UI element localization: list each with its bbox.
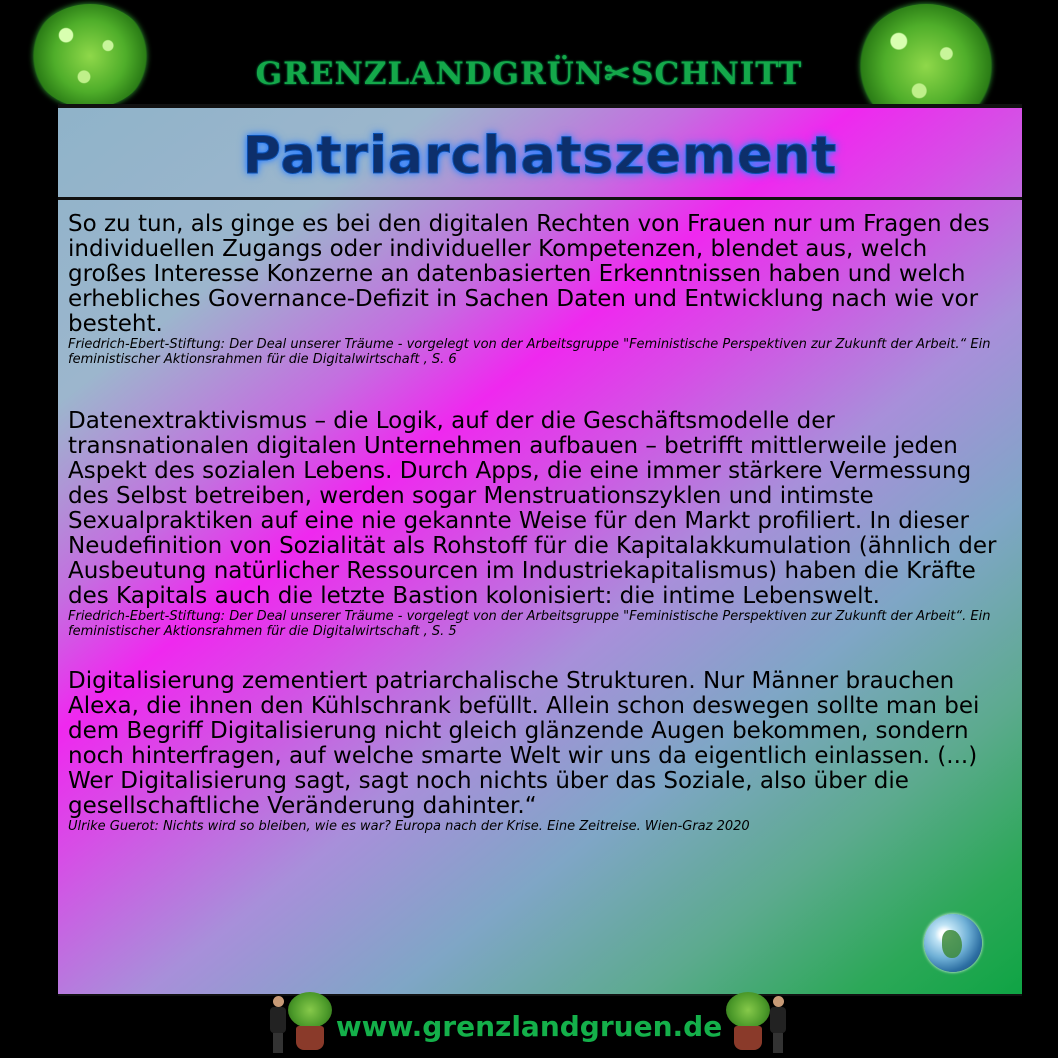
quote-text: Datenextraktivismus – die Logik, auf der die Geschäftsmodelle der transnationalen digitalen Unternehmen aufbauen – betrifft mittlerweile jeden Aspekt des sozialen Lebens. Durch Apps, die eine immer stärkere Vermessung des Selbst betreiben, werden sogar Menstruationszyklen und intimste Sexualpraktiken auf eine nie gekannte Weise für den Markt profiliert. In dieser Neudefinition von Sozialität als Rohstoff für die Kapitalakkumulation (ähnlich der Ausbeutung natürlicher Ressourcen im Industriekapitalismus) haben die Kräfte des Kapitals auch die letzte Bastion kolonisiert: die intime Lebenswelt. [68, 408, 997, 609]
quote-text: Digitalisierung zementiert patriarchalische Strukturen. Nur Männer brauchen Alexa, die ihnen den Kühlschrank befüllt. Allein schon deswegen sollte man bei dem Begriff Digitalisierung nicht gleich glänzende Augen bekommen, sondern noch hinterfragen, auf welche smarte Welt wir uns da eigentlich einlassen. (...) Wer Digitalisierung sagt, sagt noch nichts über das Soziale, also über die gesellschaftliche Veränderung dahinter.“ [68, 668, 980, 819]
quote-citation: Friedrich-Ebert-Stiftung: Der Deal unserer Träume - vorgelegt von der Arbeitsgruppe "Feministische Perspektiven zur Zukunft der Arbeit“. Ein feministischer Aktionsrahmen für die Digitalwirtschaft , S. 5 [68, 609, 991, 639]
page-title: Patriarchatszement [242, 126, 838, 186]
brand-title: GRENZLANDGRÜN✂SCHNITT [255, 56, 803, 92]
quote-citation: Friedrich-Ebert-Stiftung: Der Deal unserer Träume - vorgelegt von der Arbeitsgruppe "Feministische Perspektiven zur Zukunft der Arbeit.“ Ein feministischer Aktionsrahmen für die Digitalwirtschaft , S. 6 [68, 337, 991, 367]
quote-panel [58, 104, 1022, 996]
header-band [58, 108, 1022, 200]
quote-citation: Ulrike Guerot: Nichts wird so bleiben, wie es war? Europa nach der Krise. Eine Zeitreise. Wien-Graz 2020 [68, 819, 750, 834]
globe-icon [924, 914, 982, 972]
quote-block-2 [68, 409, 1012, 639]
website-link[interactable]: www.grenzlandgruen.de [335, 1010, 723, 1043]
quote-block-3 [68, 669, 1012, 834]
quote-block-1 [68, 212, 1012, 367]
quote-text: So zu tun, als ginge es bei den digitalen Rechten von Frauen nur um Fragen des individuellen Zugangs oder individueller Kompetenzen, blendet aus, welch großes Interesse Konzerne an datenbasierten Erkenntnissen haben und welch erhebliches Governance-Defizit in Sachen Daten und Entwicklung nach wie vor besteht. [68, 211, 990, 337]
quote-content [68, 212, 1012, 834]
